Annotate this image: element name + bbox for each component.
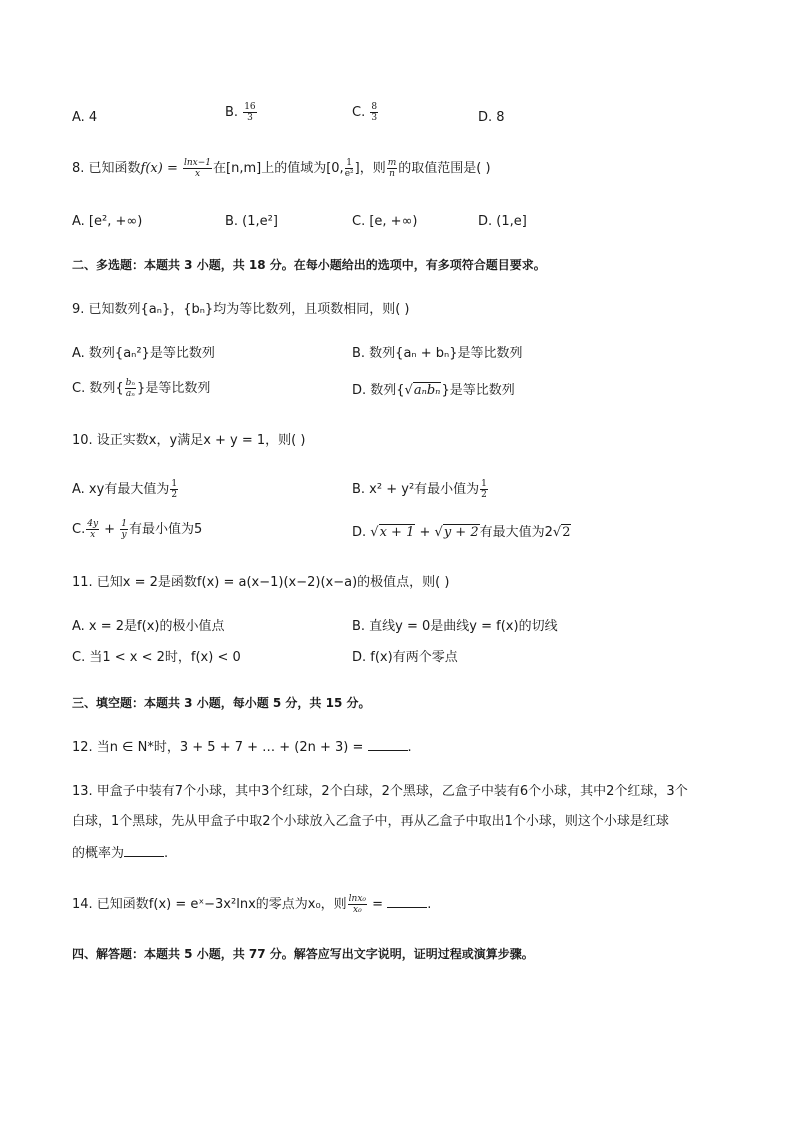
q9-option-c-text: }是等比数列 (137, 381, 211, 396)
radicand: y + 2 (443, 525, 479, 540)
radicand: aₙbₙ (413, 383, 441, 398)
q14-stem-text: 14. 已知函数f(x) = eˣ−3x²lnx的零点为x₀，则 (72, 897, 347, 912)
fraction-denominator: aₙ (125, 389, 135, 399)
fraction-denominator: 2 (481, 490, 487, 500)
q7-option-c-label: C. (352, 105, 366, 120)
fraction-denominator: x (194, 169, 201, 179)
q8-stem-text: 在[n,m]上的值域为[0, (213, 161, 344, 176)
fraction-denominator: n (389, 169, 395, 179)
q11-option-d: D. f(x)有两个零点 (352, 650, 458, 665)
q10-option-d (352, 523, 571, 543)
q8-option-a: A. [e², +∞) (72, 214, 143, 229)
period: . (407, 740, 412, 755)
fraction-denominator: 3 (247, 113, 253, 123)
q10-option-d-text: 有最大值为2 (479, 525, 553, 540)
q10-option-d-sqrt-1: √x + 1 (370, 525, 415, 540)
section-heading-fill-in: 三、填空题：本题共 3 小题，每小题 5 分，共 15 分。 (72, 696, 371, 710)
q10-option-c-text: 有最小值为5 (128, 522, 203, 537)
q8-option-d: D. (1,e] (478, 214, 527, 229)
q10-option-b-text: B. x² + y²有最小值为 (352, 482, 480, 497)
fraction-numerator: 16 (244, 102, 256, 112)
q8-stem-text: ]，则 (354, 161, 386, 176)
q10-option-a-text: A. xy有最大值为 (72, 482, 170, 497)
q11-option-a: A. x = 2是f(x)的极小值点 (72, 619, 225, 634)
fraction-denominator: 2 (171, 490, 178, 500)
q7-option-c-fraction (370, 102, 378, 123)
q8-ratio-fraction (387, 158, 398, 179)
fraction-numerator: 4y (87, 519, 99, 529)
fraction-denominator: 3 (371, 113, 378, 123)
q10-option-a-fraction (170, 479, 178, 500)
q7-option-b (225, 102, 258, 123)
q10-option-d-sqrt-2: √y + 2 (434, 525, 479, 540)
q13-answer-blank[interactable] (124, 844, 164, 857)
q10-option-d-sqrt-3: √2 (552, 525, 571, 540)
q10-stem: 10. 设正实数x，y满足x + y = 1，则( ) (72, 433, 306, 448)
q11-stem: 11. 已知x = 2是函数f(x) = a(x−1)(x−2)(x−a)的极值点，则( ) (72, 575, 450, 590)
q10-option-c (72, 519, 202, 540)
q9-option-d-text: D. 数列{ (352, 383, 405, 398)
section-heading-multiple-choice: 二、多选题：本题共 3 小题，共 18 分。在每小题给出的选项中，有多项符合题目要求。 (72, 258, 546, 272)
q12-stem-text: 12. 当n ∈ N*时，3 + 5 + 7 + … + (2n + 3) = (72, 740, 368, 755)
q9-option-c-fraction (125, 378, 136, 399)
q14-answer-blank[interactable] (387, 895, 427, 908)
period: . (164, 846, 169, 861)
q8-option-c: C. [e, +∞) (352, 214, 418, 229)
q9-option-d-sqrt: √aₙbₙ (404, 383, 441, 398)
q9-option-a: A. 数列{aₙ²}是等比数列 (72, 346, 215, 361)
fraction-numerator: 1 (121, 519, 127, 529)
q7-option-a: A. 4 (72, 110, 98, 125)
fraction-denominator: x₀ (353, 905, 362, 915)
radicand: 2 (562, 525, 571, 540)
fraction-numerator: 8 (371, 102, 378, 112)
q9-option-c-text: C. 数列{ (72, 381, 124, 396)
radicand: x + 1 (379, 525, 415, 540)
q8-stem-text: 8. 已知函数 (72, 161, 141, 176)
q8-range-fraction (345, 158, 354, 179)
equals-sign: = (368, 897, 388, 912)
q11-option-c: C. 当1 < x < 2时，f(x) < 0 (72, 650, 241, 665)
section-heading-solutions: 四、解答题：本题共 5 小题，共 77 分。解答应写出文字说明，证明过程或演算步骤。 (72, 947, 534, 961)
q8-stem-text: 的取值范围是( ) (398, 161, 491, 176)
q8-stem (72, 158, 491, 179)
q10-option-b (352, 479, 489, 500)
q9-option-b: B. 数列{aₙ + bₙ}是等比数列 (352, 346, 523, 361)
q7-option-d: D. 8 (478, 110, 505, 125)
fraction-numerator: lnx₀ (348, 894, 367, 904)
q9-option-c (72, 378, 210, 399)
q8-function: f(x) = (140, 161, 182, 176)
q10-option-c-fraction-1 (86, 519, 99, 540)
q8-function-fraction (183, 158, 212, 179)
q9-stem: 9. 已知数列{aₙ}，{bₙ}均为等比数列，且项数相同，则( ) (72, 302, 410, 317)
fraction-denominator: e² (344, 169, 354, 179)
q14-fraction (348, 894, 367, 915)
q10-option-b-fraction (480, 479, 488, 500)
q12-answer-blank[interactable] (368, 738, 408, 751)
q8-option-b: B. (1,e²] (225, 214, 278, 229)
q10-option-c-label: C. (72, 522, 86, 537)
q11-option-b: B. 直线y = 0是曲线y = f(x)的切线 (352, 619, 558, 634)
plus-sign: + (100, 522, 120, 537)
period: . (427, 897, 432, 912)
fraction-numerator: 1 (481, 479, 487, 489)
q10-option-d-label: D. (352, 525, 367, 540)
fraction-denominator: x (90, 530, 96, 540)
fraction-numerator: bₙ (125, 378, 136, 388)
q13-stem-text: 的概率为 (72, 846, 125, 861)
q7-option-b-label: B. (225, 105, 239, 120)
fraction-numerator: lnx−1 (184, 158, 212, 168)
q14-stem (72, 894, 431, 915)
q9-option-d-text: }是等比数列 (441, 383, 515, 398)
fraction-denominator: y (121, 530, 127, 540)
q10-option-a (72, 479, 179, 500)
fraction-numerator: 1 (171, 479, 178, 489)
q12-stem (72, 738, 412, 758)
q13-line-3 (72, 844, 168, 864)
q9-option-d (352, 381, 515, 401)
fraction-numerator: m (387, 158, 397, 168)
q7-option-b-fraction (243, 102, 256, 123)
fraction-numerator: 1 (346, 158, 353, 168)
plus-sign: + (415, 525, 435, 540)
q7-option-c (352, 102, 379, 123)
q13-line-2: 白球，1个黑球，先从甲盒子中取2个小球放入乙盒子中，再从乙盒子中取出1个小球，则这个小球是红球 (72, 814, 669, 829)
q10-option-c-fraction-2 (120, 519, 128, 540)
q13-line-1: 13. 甲盒子中装有7个小球，其中3个红球，2个白球，2个黑球，乙盒子中装有6个小球，其中2个红球，3个 (72, 784, 688, 799)
